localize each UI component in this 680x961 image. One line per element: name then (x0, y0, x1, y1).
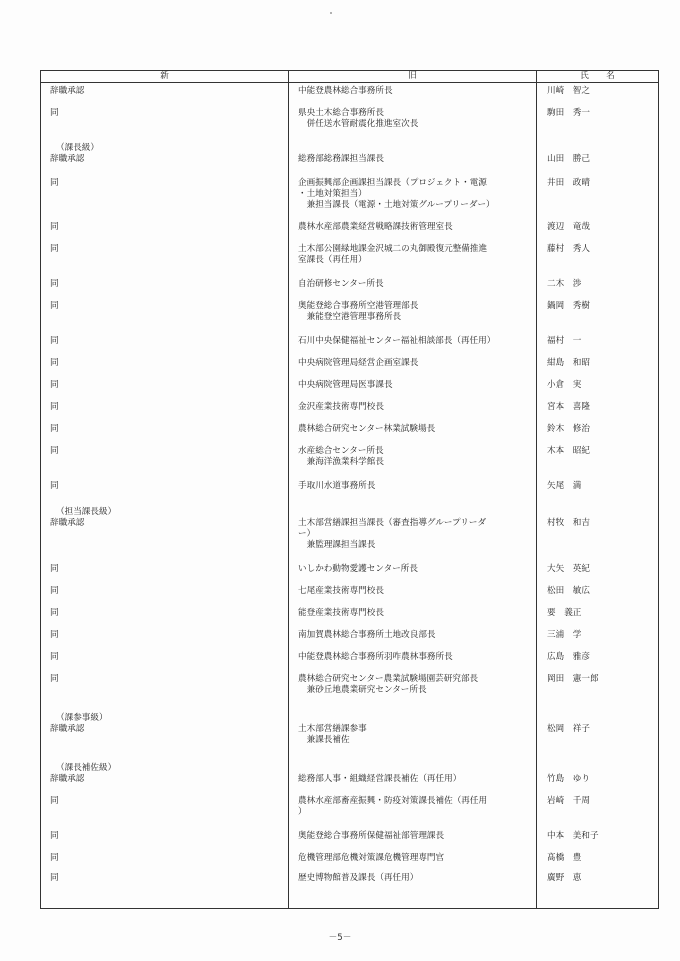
person-name: 村牧 和吉 (547, 518, 590, 528)
new-position-cell (41, 241, 289, 276)
person-name: 岡田 憲一郎 (547, 674, 599, 684)
person-name-cell (537, 478, 659, 504)
new-position-text: 同 (50, 586, 59, 596)
person-name-cell (537, 627, 659, 649)
old-position-cell (289, 561, 537, 583)
person-name-cell (537, 219, 659, 241)
old-position-cell (289, 219, 537, 241)
person-name: 中本 美和子 (547, 831, 599, 841)
table-row (41, 219, 659, 241)
old-position-text: 中央病院管理局医事課長 (298, 380, 393, 390)
new-position-cell (41, 219, 289, 241)
new-position-cell (41, 561, 289, 583)
old-position-text: 中能登農林総合事務所羽咋農林事務所長 (298, 652, 453, 662)
new-position-text: 同 (50, 831, 59, 841)
person-name-cell (537, 583, 659, 605)
new-position-cell (41, 710, 289, 760)
person-name: 矢尾 満 (547, 481, 582, 491)
new-position-text: 同 (50, 358, 59, 368)
old-position-cell (289, 760, 537, 793)
new-position-text: 同 (50, 630, 59, 640)
new-position-cell (41, 760, 289, 793)
old-position-text: 危機管理部危機対策課危機管理専門官 (298, 853, 445, 863)
old-position-text: 中央病院管理局経営企画室課長 (298, 358, 419, 368)
old-position-text: 奥能登総合事務所空港管理部長 (298, 301, 419, 311)
table-row (41, 828, 659, 850)
old-position-text: 手取川水道事務所長 (298, 481, 376, 491)
old-position-cell (289, 241, 537, 276)
old-position-cell (289, 478, 537, 504)
table-row (41, 105, 659, 140)
new-position-text: 同 (50, 674, 59, 684)
person-name: 渡辺 竜哉 (547, 222, 590, 232)
person-name: 鈴木 修治 (547, 424, 590, 434)
new-position-text: （課長級） (56, 143, 99, 153)
old-position-text: 総務部総務課担当課長 (298, 154, 384, 164)
person-name-cell (537, 605, 659, 627)
old-position-cell (289, 377, 537, 399)
new-position-text: 同 (50, 481, 59, 491)
new-position-cell (41, 175, 289, 219)
table-row (41, 583, 659, 605)
old-position-text: 七尾産業技術専門校長 (298, 586, 384, 596)
person-name-cell (537, 83, 659, 106)
new-position-cell (41, 605, 289, 627)
person-name: 山田 勝己 (547, 154, 590, 164)
old-position-text: 能登産業技術専門校長 (298, 608, 384, 618)
person-name-cell (537, 649, 659, 671)
person-name-cell (537, 105, 659, 140)
old-position-text: 南加賀農林総合事務所土地改良部長 (298, 630, 436, 640)
person-name-cell (537, 671, 659, 710)
new-position-text: 同 (50, 108, 59, 118)
old-position-text (298, 763, 536, 774)
person-name: 紺島 和昭 (547, 358, 590, 368)
person-name-cell (537, 175, 659, 219)
table-row (41, 561, 659, 583)
old-position-cell (289, 105, 537, 140)
person-name-cell (537, 421, 659, 443)
person-name: 川崎 智之 (547, 86, 590, 96)
person-name-cell (537, 241, 659, 276)
new-position-text: 同 (50, 279, 59, 289)
old-position-text (298, 713, 536, 724)
table-row (41, 850, 659, 870)
table-row (41, 793, 659, 828)
table-row (41, 399, 659, 421)
new-position-text: 同 (50, 853, 59, 863)
table-row (41, 333, 659, 355)
person-name-cell (537, 828, 659, 850)
person-name: 井田 政晴 (547, 178, 590, 188)
table-row (41, 241, 659, 276)
new-position-text: 同 (50, 796, 59, 806)
person-name-cell (537, 399, 659, 421)
person-name: 竹島 ゆり (547, 774, 590, 784)
new-position-text: 同 (50, 424, 59, 434)
old-position-text: 農林総合研究センター林業試験場長 (298, 424, 436, 434)
new-position-cell (41, 399, 289, 421)
person-name: 駒田 秀一 (547, 108, 590, 118)
header-row (41, 71, 659, 83)
new-position-cell (41, 443, 289, 478)
table-row (41, 298, 659, 333)
new-position-text: 同 (50, 244, 59, 254)
new-position-cell (41, 83, 289, 106)
old-position-cell (289, 333, 537, 355)
personnel-document (40, 70, 658, 909)
new-position-text: 同 (50, 608, 59, 618)
old-position-text: 農林水産部畜産振興・防疫対策課長補佐（再任用 (298, 796, 488, 806)
new-position-text: 辞職承認 (50, 774, 85, 784)
old-position-cell (289, 793, 537, 828)
person-name-cell (537, 443, 659, 478)
old-position-text: 土木部公園緑地課金沢城二の丸御殿復元整備推進 (298, 244, 488, 254)
old-position-text (298, 143, 536, 154)
header-old: 旧 (289, 71, 537, 83)
person-name-cell (537, 333, 659, 355)
old-position-text: 室課長（再任用） (298, 255, 367, 265)
person-name-cell (537, 793, 659, 828)
table-row (41, 83, 659, 106)
new-position-cell (41, 298, 289, 333)
table-row (41, 276, 659, 298)
new-position-cell (41, 140, 289, 175)
new-position-cell (41, 421, 289, 443)
old-position-text: 総務部人事・組織経営課長補佐（再任用） (298, 774, 462, 784)
new-position-cell (41, 850, 289, 870)
person-name: 松岡 祥子 (547, 724, 590, 734)
old-position-text (298, 507, 536, 518)
new-position-text: 辞職承認 (50, 154, 85, 164)
person-name: 松田 敏広 (547, 586, 590, 596)
new-position-cell (41, 105, 289, 140)
old-position-text: 兼担当課長（電源・土地対策グループリーダー） (298, 200, 495, 210)
old-position-text: 土木部営繕課参事 (298, 724, 367, 734)
person-name: 宮本 喜隆 (547, 402, 590, 412)
new-position-cell (41, 583, 289, 605)
old-position-cell (289, 504, 537, 561)
person-name-cell (537, 276, 659, 298)
person-name-cell (537, 710, 659, 760)
old-position-cell (289, 583, 537, 605)
table-row (41, 671, 659, 710)
old-position-text: ー） (298, 529, 316, 539)
header-new: 新 (41, 71, 289, 83)
new-position-text: （課参事級） (56, 713, 108, 723)
old-position-cell (289, 83, 537, 106)
old-position-cell (289, 140, 537, 175)
old-position-cell (289, 355, 537, 377)
table-row (41, 870, 659, 909)
person-name-cell (537, 850, 659, 870)
old-position-text: 兼課長補佐 (298, 735, 350, 745)
old-position-text: 水産総合センター所長 (298, 446, 384, 456)
old-position-text: 奥能登総合事務所保健福祉部管理課長 (298, 831, 445, 841)
person-name: 要 義正 (547, 608, 582, 618)
person-name-cell (537, 298, 659, 333)
person-name-cell (537, 355, 659, 377)
table-row (41, 605, 659, 627)
person-name-cell (537, 870, 659, 909)
new-position-text: 同 (50, 873, 59, 883)
old-position-cell (289, 399, 537, 421)
new-position-text: 同 (50, 222, 59, 232)
old-position-text: 歴史博物館普及課長（再任用） (298, 873, 419, 883)
new-position-text: 同 (50, 564, 59, 574)
person-name-cell (537, 760, 659, 793)
new-position-text: 辞職承認 (50, 86, 85, 96)
new-position-text: （課長補佐級） (56, 763, 117, 773)
person-name: 三浦 学 (547, 630, 582, 640)
new-position-text: 辞職承認 (50, 518, 85, 528)
old-position-cell (289, 671, 537, 710)
person-name-cell (537, 561, 659, 583)
old-position-cell (289, 605, 537, 627)
old-position-text: 中能登農林総合事務所長 (298, 86, 393, 96)
old-position-text: 石川中央保健福祉センター福祉相談部長（再任用） (298, 336, 496, 346)
person-name: 広島 雅彦 (547, 652, 590, 662)
old-position-text: 金沢産業技術専門校長 (298, 402, 384, 412)
new-position-text: 辞職承認 (50, 724, 85, 734)
new-position-cell (41, 793, 289, 828)
table-row (41, 649, 659, 671)
table-row (41, 421, 659, 443)
person-name: 鍋岡 秀樹 (547, 301, 590, 311)
old-position-text: 土木部営繕課担当課長（審査指導グループリーダ (298, 518, 487, 528)
header-name: 氏 名 (537, 71, 659, 83)
old-position-cell (289, 850, 537, 870)
page-number: －5－ (328, 933, 352, 943)
old-position-cell (289, 627, 537, 649)
old-position-cell (289, 443, 537, 478)
old-position-text: 併任送水管耐震化推進室次長 (298, 119, 419, 129)
person-name: 岩崎 千周 (547, 796, 590, 806)
table-row (41, 627, 659, 649)
new-position-text: 同 (50, 301, 59, 311)
new-position-text: 同 (50, 380, 59, 390)
new-position-cell (41, 870, 289, 909)
new-position-cell (41, 333, 289, 355)
new-position-text: 同 (50, 178, 59, 188)
old-position-cell (289, 175, 537, 219)
old-position-text: 兼監理課担当課長 (298, 540, 376, 550)
person-name: 廣野 恵 (547, 873, 582, 883)
new-position-text: 同 (50, 652, 59, 662)
person-name: 藤村 秀人 (547, 244, 590, 254)
old-position-text: 企画振興部企画課担当課長（プロジェクト・電源 (298, 178, 487, 188)
old-position-cell (289, 828, 537, 850)
person-name: 福村 一 (547, 336, 582, 346)
old-position-text: ） (298, 807, 307, 817)
person-name: 木本 昭紀 (547, 446, 590, 456)
new-position-cell (41, 377, 289, 399)
new-position-text: 同 (50, 402, 59, 412)
table-row (41, 175, 659, 219)
table-row (41, 377, 659, 399)
table-row (41, 760, 659, 793)
person-name: 小倉 実 (547, 380, 582, 390)
scan-speck (330, 12, 332, 14)
new-position-cell (41, 355, 289, 377)
table-row (41, 355, 659, 377)
new-position-cell (41, 627, 289, 649)
person-name-cell (537, 140, 659, 175)
table-row (41, 443, 659, 478)
old-position-text: 県央土木総合事務所長 (298, 108, 384, 118)
old-position-text: 自治研修センター所長 (298, 279, 384, 289)
old-position-text: ・土地対策担当） (298, 189, 367, 199)
new-position-text: 同 (50, 446, 59, 456)
new-position-cell (41, 504, 289, 561)
old-position-text: いしかわ動物愛護センター所長 (298, 564, 418, 574)
old-position-text: 兼砂丘地農業研究センター所長 (298, 685, 427, 695)
new-position-text: （担当課長級） (56, 507, 117, 517)
person-name-cell (537, 377, 659, 399)
person-name-cell (537, 504, 659, 561)
person-name: 大矢 英紀 (547, 564, 590, 574)
new-position-cell (41, 671, 289, 710)
new-position-cell (41, 649, 289, 671)
old-position-cell (289, 421, 537, 443)
table-body (41, 83, 659, 909)
new-position-cell (41, 828, 289, 850)
new-position-cell (41, 276, 289, 298)
old-position-cell (289, 276, 537, 298)
person-name: 二木 渉 (547, 279, 582, 289)
old-position-text: 農林総合研究センター農業試験場園芸研究部長 (298, 674, 479, 684)
person-name: 髙橋 豊 (547, 853, 582, 863)
old-position-text: 兼能登空港管理事務所長 (298, 312, 402, 322)
table-row (41, 504, 659, 561)
new-position-cell (41, 478, 289, 504)
old-position-text: 農林水産部農業経営戦略課技術管理室長 (298, 222, 453, 232)
old-position-cell (289, 710, 537, 760)
table-row (41, 710, 659, 760)
old-position-text: 兼海洋漁業科学館長 (298, 457, 384, 467)
table-row (41, 478, 659, 504)
old-position-cell (289, 298, 537, 333)
personnel-table (40, 70, 659, 909)
old-position-cell (289, 649, 537, 671)
old-position-cell (289, 870, 537, 909)
new-position-text: 同 (50, 336, 59, 346)
table-row (41, 140, 659, 175)
